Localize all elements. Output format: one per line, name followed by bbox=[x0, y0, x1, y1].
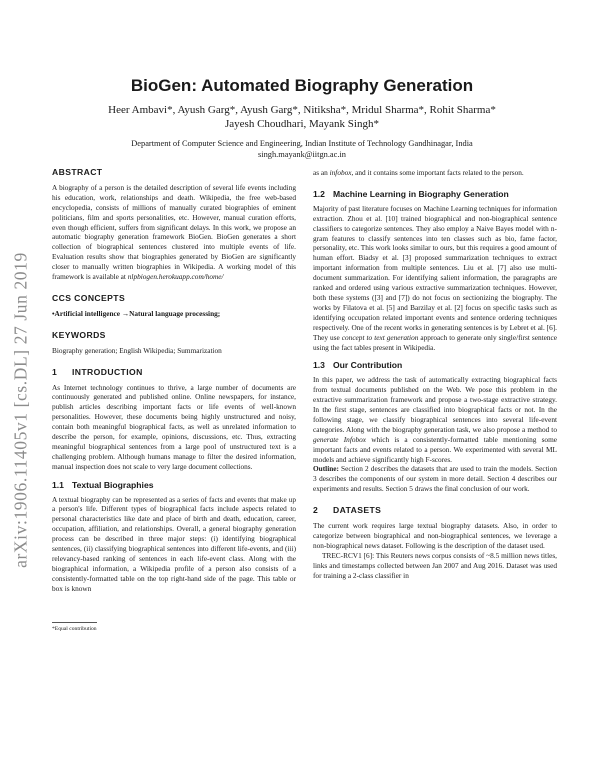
authors-line-1: Heer Ambavi*, Ayush Garg*, Ayush Garg*, Nitiksha*, Mridul Sharma*, Rohit Sharma* bbox=[108, 104, 496, 116]
abstract-heading: ABSTRACT bbox=[52, 167, 103, 177]
section-1-3-heading: 1.3 Our Contribution bbox=[313, 360, 403, 371]
ccs-text: •Artificial intelligence →Natural language processing; bbox=[52, 308, 221, 318]
infobox-continuation: as an infobox, and it contains some important facts related to the person. bbox=[313, 168, 524, 177]
trec-text: TREC-RCV1 [6]: This Reuters news corpus consists of ~8.5 million news titles, links and timestamps collected between Jan 2007 and Aug 2016. Dataset was used for training a 2-class classifier in bbox=[313, 550, 557, 580]
affiliation-block bbox=[52, 138, 552, 160]
authors bbox=[52, 104, 552, 131]
outline-text: Outline: Section 2 describes the datasets that are used to train the models. Section 3 describes the components of our system in more detail. Section 4 describes our experiments and results. Section 5 draws the final conclusion of our work. bbox=[313, 464, 557, 494]
email[interactable]: singh.mayank@iitgn.ac.in bbox=[258, 150, 346, 159]
intro-text: As Internet technology continues to thrive, a large number of documents are continuously generated and published online. Online newspapers, for instance, publish articles describing important facts or life events of well-known personalities. However, these documents being highly unstructured and noisy, contain both meaningful biographical facts, as well as unrelated information to describe the person, for example, opinions, discussions, etc. Thus, extracting meaningful biographical sentences from a large pool of unstructured text is a challenging problem. Although humans manage to filter the desired information, manual inspection does not scale to very large document collections. bbox=[52, 382, 296, 471]
section-1-1-heading: 1.1 Textual Biographies bbox=[52, 479, 154, 490]
section-2-heading: 2 DATASETS bbox=[313, 505, 382, 516]
ml-biography-text: Majority of past literature focuses on Machine Learning techniques for information extraction. Zhou et al. [10] trained biographical and non-biographical sentence classifiers to categorize sentences. They also employ a Naive Bayes model with n-gram features to classify sentences into ten classes such as bio, fame factor, personality, etc. This work looks similar to ours, but this requires a good amount of human effort. Biadsy et al. [3] proposed summarization techniques to extract important information from multiple sentences. Liu et al. [7] also use multi-document summarization. For identifying salient information, the paragraphs are ranked and ordered using various extractive summarization techniques. However, both these systems ([3] and [7]) do not focus on sectionizing the biography. The works by Filatova et al. [5] and Barzilay et al. [2] focus on specific tasks such as identifying occupation related important events and sentence ordering techniques respectively. One of the recent works in generating sentences is by Lebret et al. [6]. They use concept to text generation approach to generate only single/first sentence using the fact tables present in Wikipedia. bbox=[313, 203, 557, 352]
left-column bbox=[52, 168, 296, 635]
arxiv-stamp: arXiv:1906.11405v1 [cs.DL] 27 Jun 2019 bbox=[10, 252, 31, 568]
abstract-text: A biography of a person is the detailed description of several life events including his education, work, relationships and death. Wikipedia, the free web-based encyclopedia, consists of millions of manually curated biographies of eminent politicians, film and sports personalities, etc. However, manual curation efforts, even though efficient, suffers from significant delays. In this work, we propose an automatic biography generation framework BioGen. BioGen generates a short collection of biographical sentences clustered into multiple events of life. Evaluation results show that biographies generated by BioGen are significantly closer to manually written biographies in Wikipedia. A working model of this framework is available at nlpbiogen.herokuapp.com/home/ bbox=[52, 182, 296, 282]
paper-title: BioGen: Automated Biography Generation bbox=[130, 76, 474, 95]
section-1-heading: 1 INTRODUCTION bbox=[52, 366, 143, 377]
demo-link[interactable]: nlpbiogen.herokuapp.com/home/ bbox=[127, 272, 224, 282]
ccs-heading: CCS CONCEPTS bbox=[52, 292, 126, 303]
affiliation: Department of Computer Science and Engineering, Indian Institute of Technology Gandhinagar, India bbox=[131, 139, 473, 148]
keywords-text: Biography generation; English Wikipedia; Summarization bbox=[52, 345, 222, 355]
authors-line-2: Jayesh Choudhari, Mayank Singh* bbox=[225, 117, 379, 130]
textual-biographies-text: A textual biography can be represented as a series of facts and events that make up a person's life. Different types of biographical facts include aspects related to personal characteristics like date and place of birth and death, education, career, occupation, affiliation, and relationships. Overall, a general biography generation process can be described in three major steps: (i) identifying biographical sentences, (ii) classifying biographical sentences into different life-events, and (iii) relevancy-based ranking of sentences in each life-event class. Along with the biographical information, a Wikipedia profile of a person also consists of a consistently-formatted table on the top right-hand side of the page. This table or box is known bbox=[52, 494, 296, 593]
right-column bbox=[313, 168, 557, 581]
contribution-text: In this paper, we address the task of automatically extracting biographical facts from textual documents published on the Web. We pose this problem in the extractive summarization framework and propose a two-stage extractive strategy. In the first stage, sentences are classified into biographical facts or not. In the following stage, we classify biographical sentences into several life-event categories. Along with the biography generation task, we also propose a method to generate Infobox which is a consistently-formatted table mentioning some important facts and events related to a person. We experimented with several ML models and achieve significantly high F-scores. bbox=[313, 375, 557, 464]
keywords-heading: KEYWORDS bbox=[52, 329, 106, 340]
datasets-text: The current work requires large textual biography datasets. Also, in order to categorize between biographical and non-biographical sentences, we leverage a non-biographical news dataset. Following is the description of the dataset used. bbox=[313, 521, 557, 550]
footnote: *Equal contribution bbox=[52, 625, 97, 632]
section-1-2-heading: 1.2 Machine Learning in Biography Generation bbox=[313, 188, 509, 199]
footnote-rule bbox=[52, 622, 97, 623]
